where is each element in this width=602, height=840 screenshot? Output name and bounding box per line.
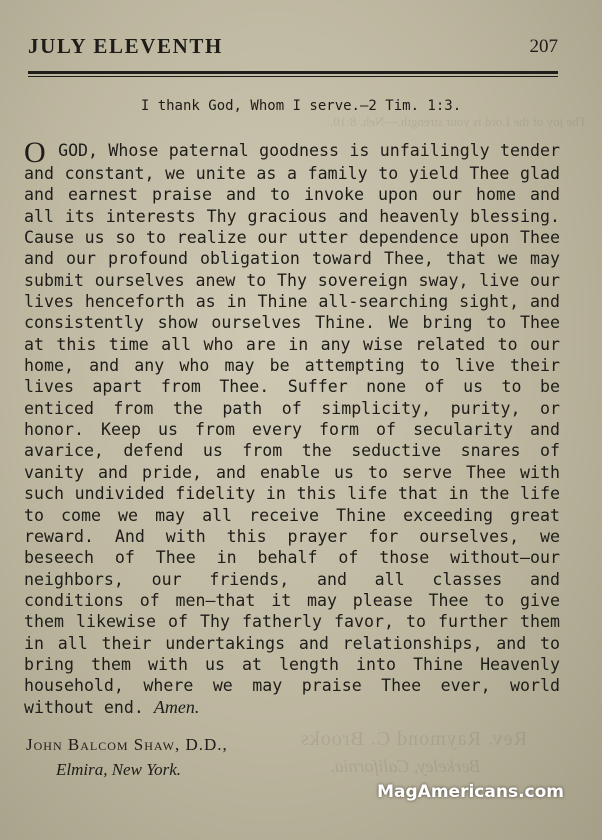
prayer-text: [24, 136, 561, 718]
drop-cap: O: [24, 136, 46, 169]
watermark: MagAmericans.com: [377, 782, 564, 802]
header-rule-thick: [28, 71, 558, 74]
bleed-through-author: Rev. Raymond C. Brooks: [300, 728, 527, 750]
epigraph-verse: I thank God, Whom I serve.—2 Tim. 1:3.: [140, 98, 462, 114]
amen: Amen.: [153, 696, 200, 717]
page-number: 207: [529, 36, 558, 57]
page-title: JULY ELEVENTH: [28, 34, 223, 58]
author-location: Elmira, New York.: [56, 760, 182, 779]
bleed-through-verse: The joy of the Lord is your strength.—Neh. 8:10.: [330, 114, 587, 129]
prayer-body: GOD, Whose paternal goodness is unfailingly tender and constant, we unite as a family to yield Thee glad and earnest praise and to invoke upon our home and all its interests Thy gracious and heavenly blessing. Cause us so to realize our utter dependence upon Thee and our profound obligation toward Thee, that we may submit ourselves anew to Thy sovereign sway, live our lives henceforth as in Thine all-searching sight, and consistently show ourselves Thine. We bring to Thee at this time all who are in any wise related to our home, and any who may be attempting to live their lives apart from Thee. Suffer none of us to be enticed from the path of simplicity, purity, or honor. Keep us from every form of secularity and avarice, defend us from the seductive snares of vanity and pride, and enable us to serve Thee with such undivided fidelity in this life that in the life to come we may all receive Thine exceeding great reward. And with this prayer for ourselves, we beseech of Thee in behalf of those without—our neighbors, our friends, and all classes and conditions of men—that it may please Thee to give them likewise of Thy fatherly favor, to further them in all their undertakings and relationships, and to bring them with us at length into Thine Heavenly household, where we may praise Thee ever, world without end.: [24, 141, 561, 717]
running-header: [28, 34, 558, 64]
header-rule-thin: [28, 76, 558, 77]
author-name: John Balcom Shaw, D.D.,: [26, 735, 228, 754]
bleed-through-location: Berkeley, California.: [330, 756, 481, 776]
